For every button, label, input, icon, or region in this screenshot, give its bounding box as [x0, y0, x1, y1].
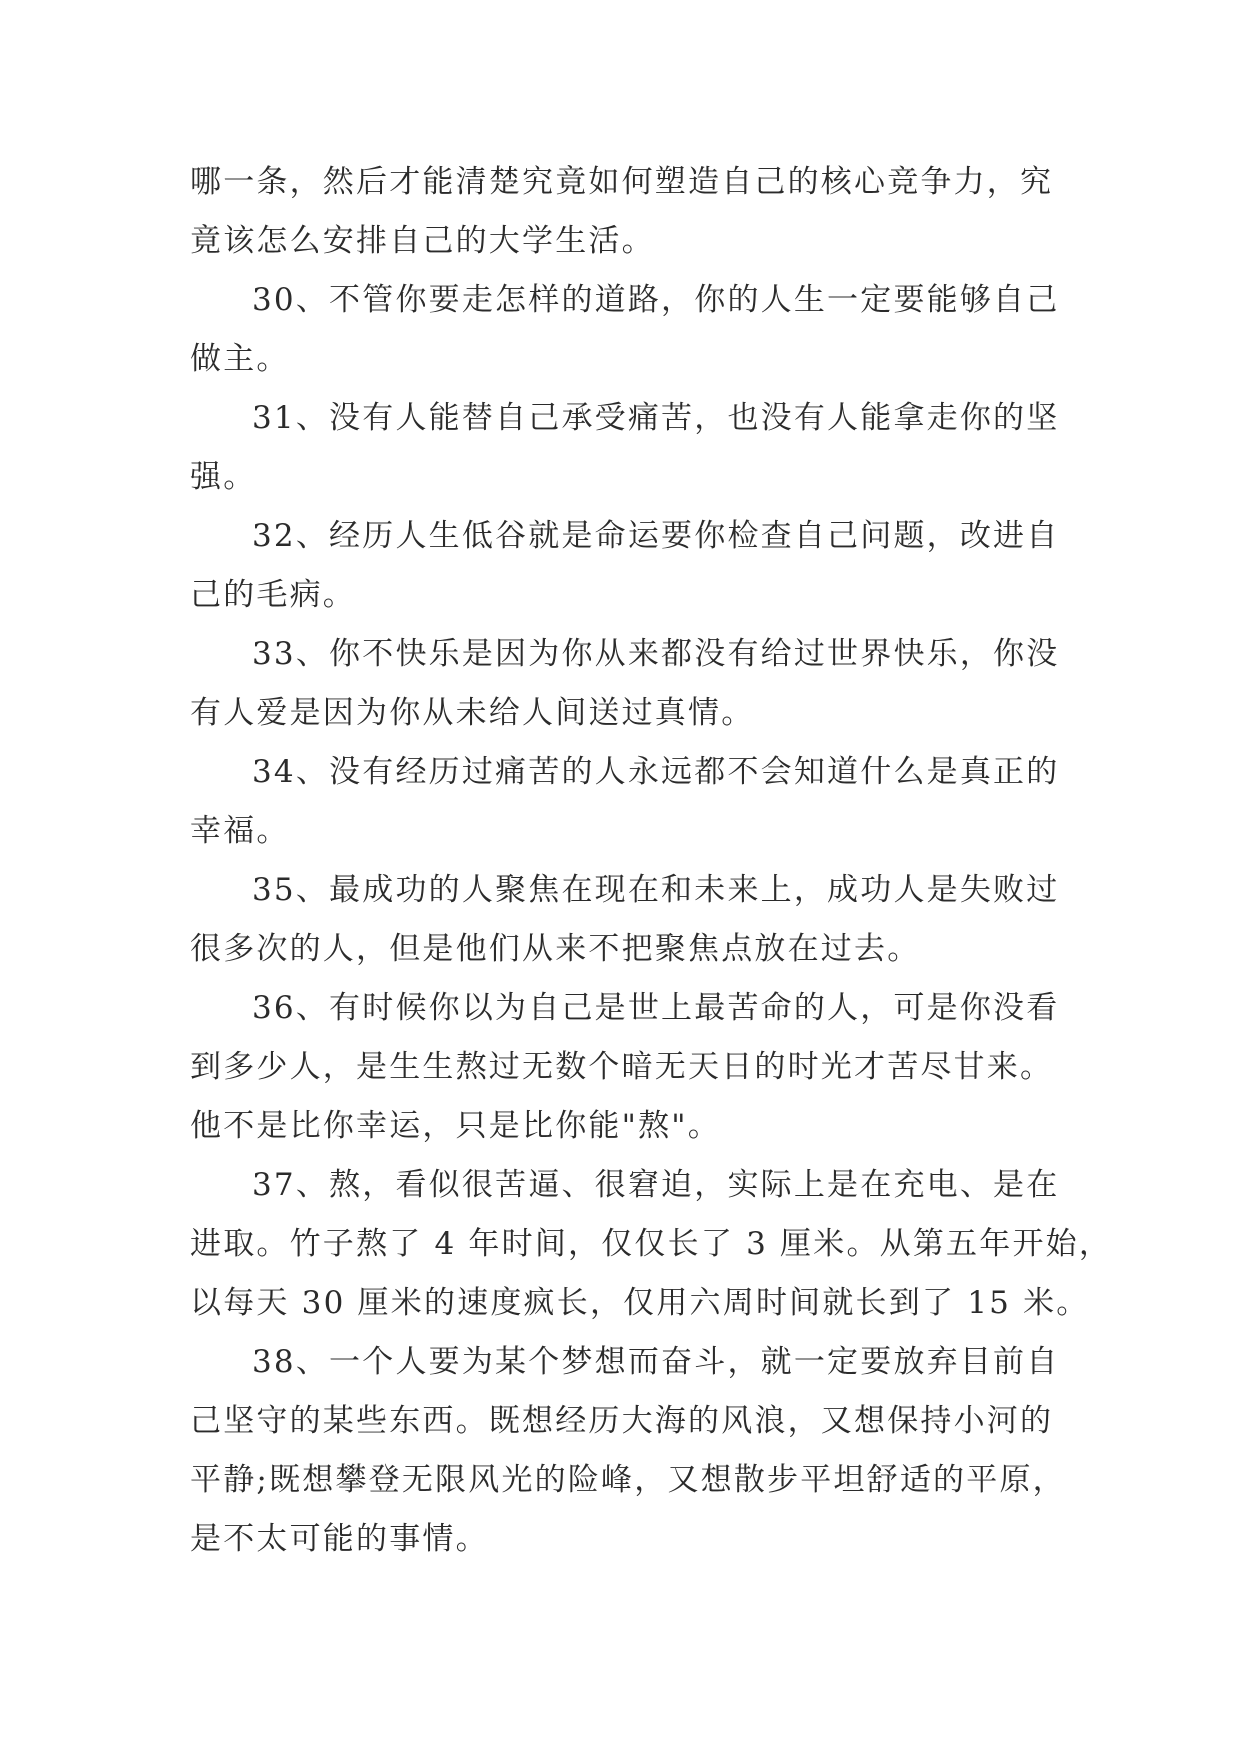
paragraph-first-line: 30、不管你要走怎样的道路，你的人生一定要能够自己	[252, 282, 1060, 318]
paragraph-line: 己坚守的某些东西。既想经历大海的风浪，又想保持小河的	[190, 1403, 1054, 1439]
paragraph-first-line: 32、经历人生低谷就是命运要你检查自己问题，改进自	[252, 518, 1060, 554]
paragraph-line: 他不是比你幸运，只是比你能"熬"。	[190, 1108, 721, 1144]
paragraph-line: 竟该怎么安排自己的大学生活。	[190, 223, 655, 259]
paragraph-first-line: 34、没有经历过痛苦的人永远都不会知道什么是真正的	[252, 754, 1060, 790]
paragraph-first-line: 37、熬，看似很苦逼、很窘迫，实际上是在充电、是在	[252, 1167, 1060, 1203]
paragraph-line: 强。	[190, 459, 257, 495]
paragraph-line: 到多少人，是生生熬过无数个暗无天日的时光才苦尽甘来。	[190, 1049, 1054, 1085]
paragraph-first-line: 36、有时候你以为自己是世上最苦命的人，可是你没看	[252, 990, 1060, 1026]
paragraph-first-line: 33、你不快乐是因为你从来都没有给过世界快乐，你没	[252, 636, 1060, 672]
paragraph-line: 以每天 30 厘米的速度疯长，仅用六周时间就长到了 15 米。	[190, 1285, 1090, 1321]
paragraph-line: 有人爱是因为你从未给人间送过真情。	[190, 695, 755, 731]
paragraph-line: 哪一条，然后才能清楚究竟如何塑造自己的核心竞争力，究	[190, 164, 1054, 200]
paragraph-line: 是不太可能的事情。	[190, 1521, 489, 1557]
paragraph-first-line: 35、最成功的人聚焦在现在和未来上，成功人是失败过	[252, 872, 1060, 908]
paragraph-line: 很多次的人，但是他们从来不把聚焦点放在过去。	[190, 931, 921, 967]
body-text	[190, 153, 1113, 1569]
paragraph-first-line: 31、没有人能替自己承受痛苦，也没有人能拿走你的坚	[252, 400, 1060, 436]
paragraph-line: 幸福。	[190, 813, 290, 849]
paragraph-line: 己的毛病。	[190, 577, 356, 613]
paragraph-line: 平静;既想攀登无限风光的险峰，又想散步平坦舒适的平原，	[190, 1462, 1066, 1498]
paragraph-line: 进取。竹子熬了 4 年时间，仅仅长了 3 厘米。从第五年开始，	[190, 1226, 1113, 1262]
paragraph-line: 做主。	[190, 341, 290, 377]
paragraph-first-line: 38、一个人要为某个梦想而奋斗，就一定要放弃目前自	[252, 1344, 1060, 1380]
